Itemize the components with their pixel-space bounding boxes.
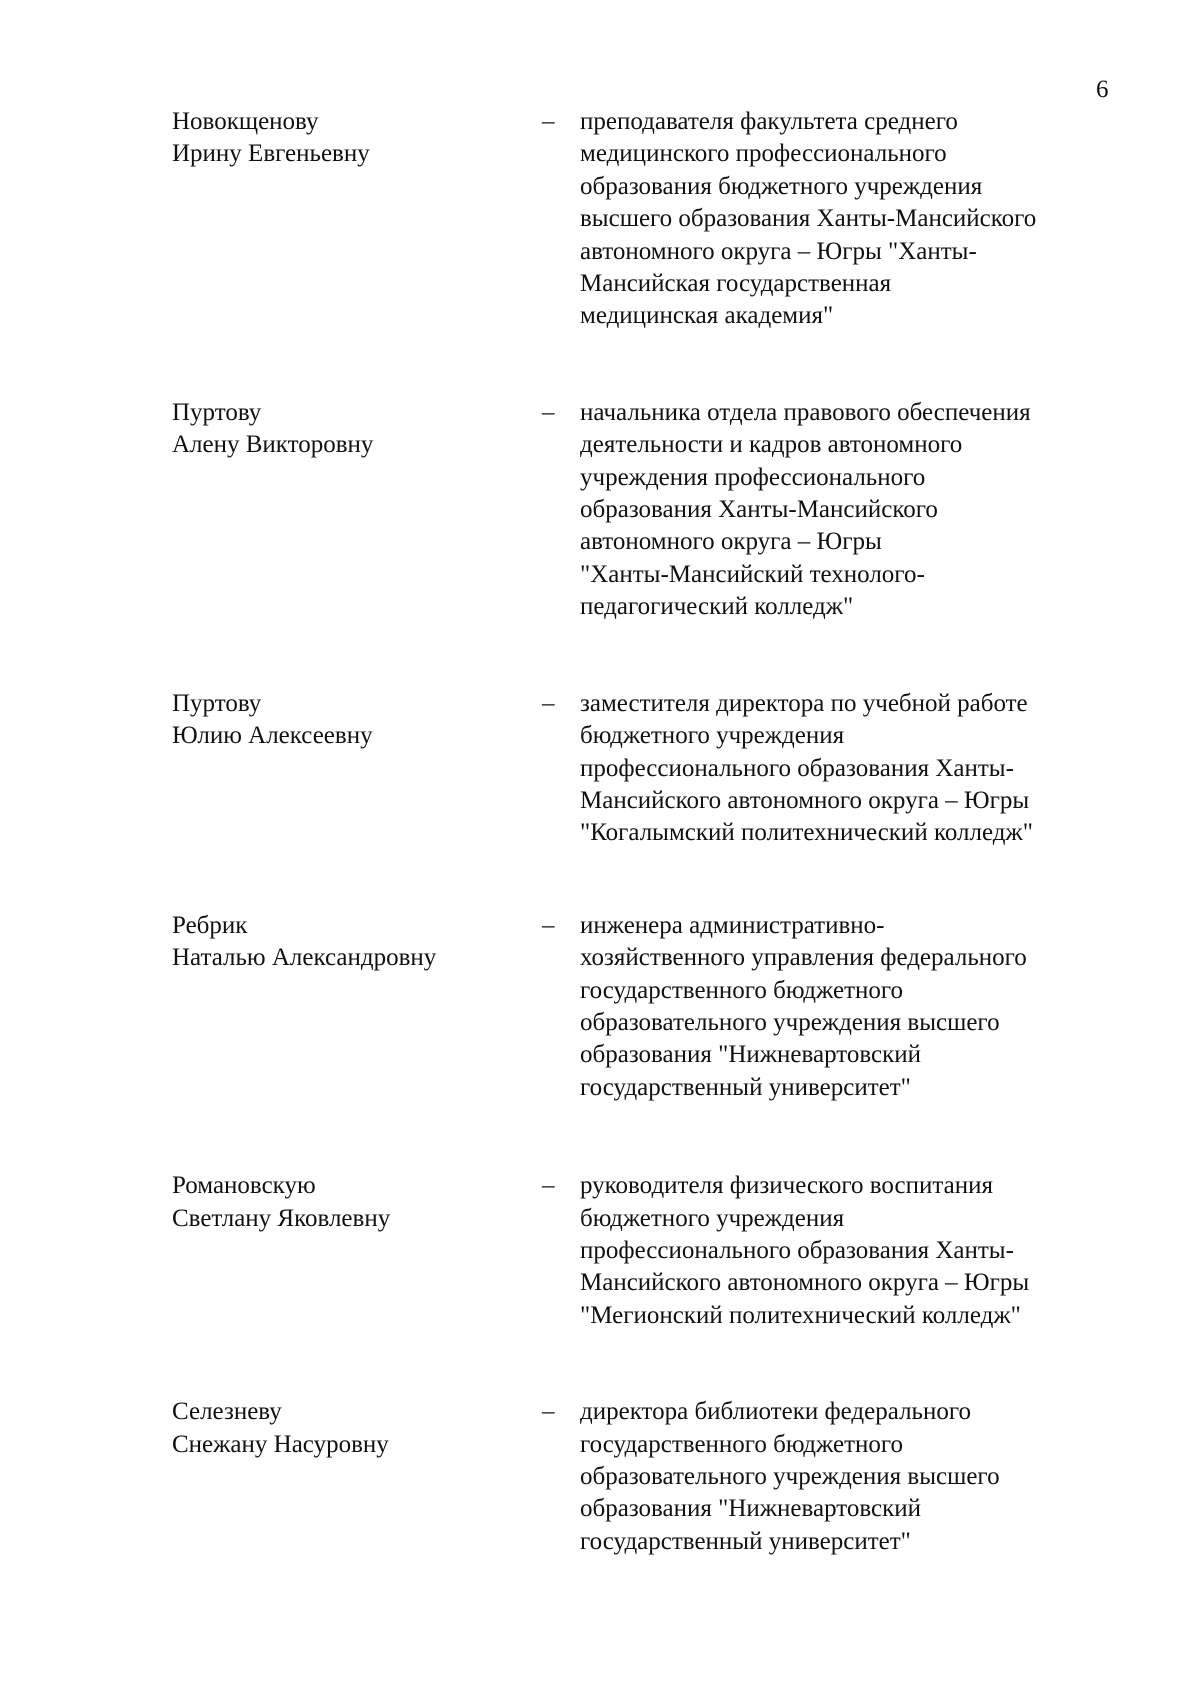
position-line: образовательного учреждения высшего [580, 1463, 1000, 1490]
page-number: 6 [1096, 76, 1109, 103]
appointee-entry [172, 1170, 1132, 1332]
position-line: педагогический колледж" [580, 593, 854, 621]
position-line: преподавателя факультета среднего [580, 108, 958, 135]
position-line: Мансийская государственная [580, 270, 892, 298]
position-line: медицинского профессионального [580, 140, 947, 168]
position-line: Мансийского автономного округа – Югры [580, 1269, 1030, 1297]
entry-dash: – [542, 689, 555, 717]
position-line: "Ханты-Мансийский технолого- [580, 560, 925, 588]
appointee-list [172, 106, 1132, 1622]
position-line: "Когалымский политехнический колледж" [580, 819, 1033, 847]
name-line: Наталью Александровну [172, 944, 437, 972]
position-line: автономного округа – Югры [580, 528, 882, 556]
name-line: Романовскую [172, 1172, 316, 1200]
name-line: Селезневу [172, 1398, 282, 1426]
appointee-name [172, 106, 542, 333]
name-line: Пуртову [172, 398, 262, 426]
name-line: Светлану Яковлевну [172, 1204, 391, 1232]
position-line: автономного округа – Югры "Ханты- [580, 237, 977, 265]
appointee-entry [172, 106, 1132, 333]
position-line: государственного бюджетного [580, 1430, 903, 1458]
position-line: образования "Нижневартовский [580, 1495, 922, 1523]
position-line: медицинская академия" [580, 302, 834, 330]
appointee-name [172, 688, 542, 850]
appointee-name [172, 397, 542, 624]
position-line: образования "Нижневартовский [580, 1041, 922, 1069]
position-line: руководителя физического воспитания [580, 1172, 993, 1200]
name-line: Снежану Насуровну [172, 1430, 389, 1458]
position-line: бюджетного учреждения [580, 1204, 845, 1232]
position-line: Мансийского автономного округа – Югры [580, 786, 1030, 814]
position-line: образовательного учреждения высшего [580, 1008, 1000, 1036]
appointee-entry [172, 1396, 1132, 1558]
appointee-name [172, 1170, 542, 1332]
position-line: бюджетного учреждения [580, 722, 845, 750]
appointee-entry [172, 910, 1132, 1104]
position-line: начальника отдела правового обеспечения [580, 398, 1031, 426]
position-line: директора библиотеки федерального [580, 1398, 971, 1426]
position-line: хозяйственного управления федерального [580, 944, 1027, 972]
position-line: учреждения профессионального [580, 463, 926, 491]
position-line: инженера административно- [580, 911, 885, 939]
appointee-entry [172, 688, 1132, 850]
entry-dash: – [542, 1398, 555, 1426]
position-line: профессионального образования Ханты- [580, 1236, 1014, 1264]
position-line: "Мегионский политехнический колледж" [580, 1301, 1021, 1329]
position-line: высшего образования Ханты-Мансийского [580, 205, 1037, 233]
position-line: государственный университет" [580, 1527, 911, 1555]
position-line: профессионального образования Ханты- [580, 754, 1014, 782]
entry-dash: – [542, 1172, 555, 1200]
appointee-position [580, 1396, 1132, 1558]
position-line: деятельности и кадров автономного [580, 431, 963, 459]
position-line: государственного бюджетного [580, 976, 903, 1004]
appointee-position [580, 1170, 1132, 1332]
appointee-position [580, 397, 1132, 624]
position-line: образования бюджетного учреждения [580, 172, 983, 200]
name-line: Юлию Алексеевну [172, 722, 373, 750]
name-line: Пуртову [172, 689, 262, 717]
position-line: заместителя директора по учебной работе [580, 689, 1028, 717]
name-line: Алену Викторовну [172, 431, 374, 459]
appointee-position [580, 106, 1132, 333]
name-line: Ирину Евгеньевну [172, 140, 370, 168]
appointee-name [172, 910, 542, 1104]
position-line: государственный университет" [580, 1073, 911, 1101]
name-line: Ребрик [172, 911, 248, 939]
entry-dash: – [542, 398, 555, 426]
appointee-position [580, 910, 1132, 1104]
appointee-name [172, 1396, 542, 1558]
appointee-entry [172, 397, 1132, 624]
entry-dash: – [542, 108, 555, 135]
position-line: образования Ханты-Мансийского [580, 496, 938, 524]
appointee-position [580, 688, 1132, 850]
name-line: Новокщенову [172, 108, 319, 135]
entry-dash: – [542, 911, 555, 939]
